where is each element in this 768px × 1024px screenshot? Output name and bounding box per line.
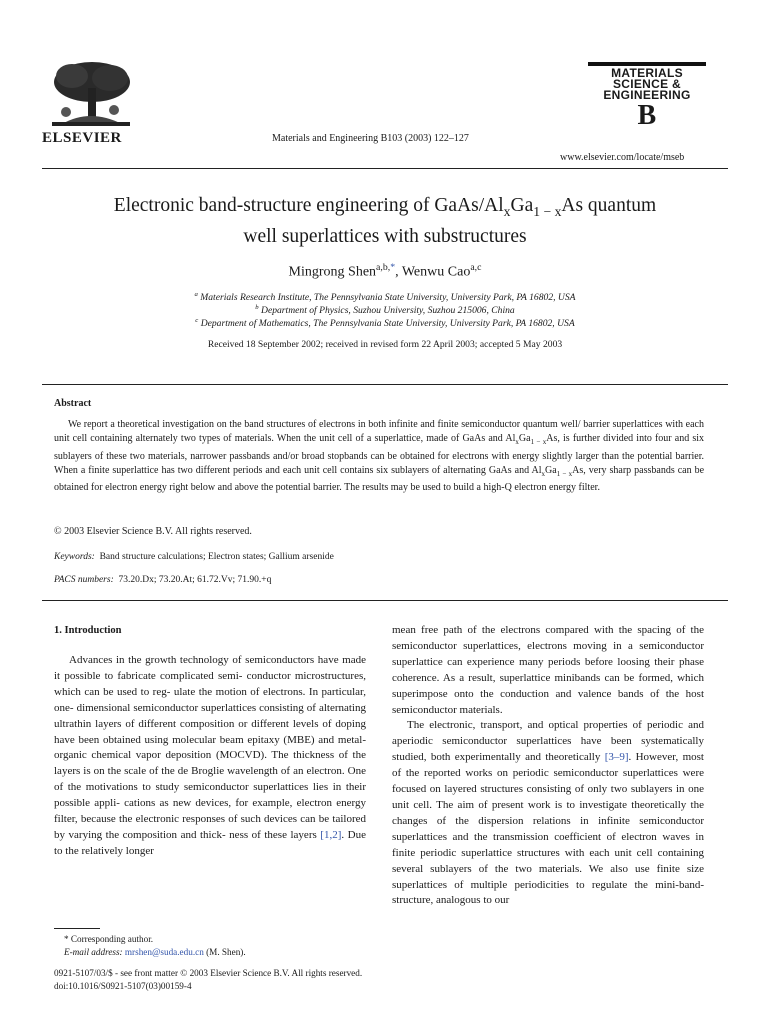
- affiliation: $^b$ Department of Physics, Suzhou University, Suzhou 215006, China: [255, 304, 515, 317]
- article-title: Electronic band-structure engineering of GaAs/$Al_xGa_{1 - x}As$ quantum well superlattices with substructures: [113, 195, 657, 247]
- right-column: mean free path of the electrons compared with the spacing of the semiconductor superlattices, electrons moving in a semiconductor superlattice can experience many periods before loosing their phase coherence. As a result, superlattice minibands can be formed, which superimpose onto the conduction and valence bands of the host semiconductor materials. The electronic, transport, and optical properties of periodic and aperiodic semiconductor superlattices have been systematically studied, both experimentally and theoretically [3–9]. However, most of the reported works on periodic semiconductor superlattices were focused on layered structures consisting of only two sublayers in one unit cell. The aim of present work is to investigate theoretically the changes of the dispersion relations in infinite semiconductor superlattices and the transmission coefficient of electron waves in finite periodic superlattice structures with each unit cell containing several sublayers of the two materials. We also use finite size superlattices of multiple periodicities to regulate the mini-band-structure, analogous to our: [392, 624, 704, 907]
- section-heading: 1. Introduction: [54, 625, 122, 636]
- corresponding-author-link[interactable]: *: [390, 262, 396, 273]
- citation-link[interactable]: [1,2]: [320, 828, 342, 841]
- journal-logo-line1: MATERIALS: [611, 66, 683, 80]
- body-divider: [42, 600, 728, 601]
- abstract-divider: [42, 384, 728, 385]
- author-name: Wenwu Cao: [401, 264, 471, 280]
- keywords: Keywords: Band structure calculations; Electron states; Gallium arsenide: [54, 552, 334, 562]
- abstract-heading: Abstract: [54, 398, 92, 409]
- journal-url[interactable]: www.elsevier.com/locate/mseb: [560, 152, 685, 163]
- doi-line[interactable]: doi:10.1016/S0921-5107(03)00159-4: [54, 981, 192, 991]
- issn-line: 0921-5107/03/$ - see front matter © 2003 Elsevier Science B.V. All rights reserved.: [54, 968, 363, 978]
- publisher-name: ELSEVIER: [42, 130, 122, 146]
- journal-logo: [588, 62, 706, 129]
- journal-logo-letter: B: [637, 100, 657, 131]
- citation-link[interactable]: [3–9]: [604, 751, 629, 764]
- abstract-text: We report a theoretical investigation on the band structures of electrons in both infinite and finite semiconductor quantum well/ barrier superlattices with each unit cell containing alternately two types of materials. When the unit cell of a superlattice, made of GaAs and $Al_xGa_{1 - x}As$, is further divided into four and six sublayers of these two materials, narrower passbands and/or broad stopbands can be obtained for electrons with energy slightly larger than the potential barrier. When a finite superlattice has two different periods and each unit cell contains six sublayers of alternating GaAs and $Al_xGa_{1 - x}As$, very sharp passbands can be obtained for electron energy right below and above the potential barrier. The results may be used to build a high-Q electron energy filter.: [54, 419, 705, 494]
- header-divider: [42, 168, 728, 169]
- journal-reference: Materials and Engineering B103 (2003) 122–127: [272, 133, 469, 144]
- journal-logo-line3: ENGINEERING: [603, 88, 691, 102]
- elsevier-tree-logo: [42, 58, 142, 130]
- copyright-notice: © 2003 Elsevier Science B.V. All rights reserved.: [54, 526, 252, 537]
- journal-logo-line2: SCIENCE &: [612, 77, 682, 91]
- affiliation: $^a$ Materials Research Institute, The Pennsylvania State University, University Park, PA 16802, USA: [194, 291, 576, 304]
- received-dates: Received 18 September 2002; received in revised form 22 April 2003; accepted 5 May 2003: [207, 339, 563, 350]
- corresponding-author-note: * Corresponding author.: [64, 934, 154, 944]
- footnote-divider: [54, 928, 100, 929]
- pacs-numbers: PACS numbers: 73.20.Dx; 73.20.At; 61.72.Vv; 71.90.+q: [54, 575, 272, 585]
- email-note: E-mail address: mrshen@suda.edu.cn (M. Shen).: [64, 947, 246, 957]
- affiliation: $^c$ Department of Mathematics, The Pennsylvania State University, University Park, PA 16802, USA: [195, 317, 575, 330]
- email-link[interactable]: mrshen@suda.edu.cn: [124, 947, 204, 957]
- author-list: Mingrong Shen$^{a,b,*}$, Wenwu Cao$^{a,c}$: [288, 262, 482, 280]
- left-column: Advances in the growth technology of semiconductors have made it possible to fabricate complicated semi- conductor microstructures, which can be used to reg- ulate the motion of electrons. In particular, one- dimensional semiconductor superlattices consisting of alternating ultrathin layers of different composition or different levels of doping have been obtained using molecular beam epitaxy (MBE) and metal-organic chemical vapor deposition (MOCVD). The thickness of the layers is on the scale of the de Broglie wavelength of an electron. One of the motivations to study semiconductor superlattices lies in their possible appli- cations as new devices, for example, electron energy filter, because the electronic responses of such devices can be tailored by varying the composition and thick- ness of these layers [1,2]. Due to the relatively longer: [54, 654, 366, 857]
- author-name: Mingrong Shen: [288, 264, 377, 280]
